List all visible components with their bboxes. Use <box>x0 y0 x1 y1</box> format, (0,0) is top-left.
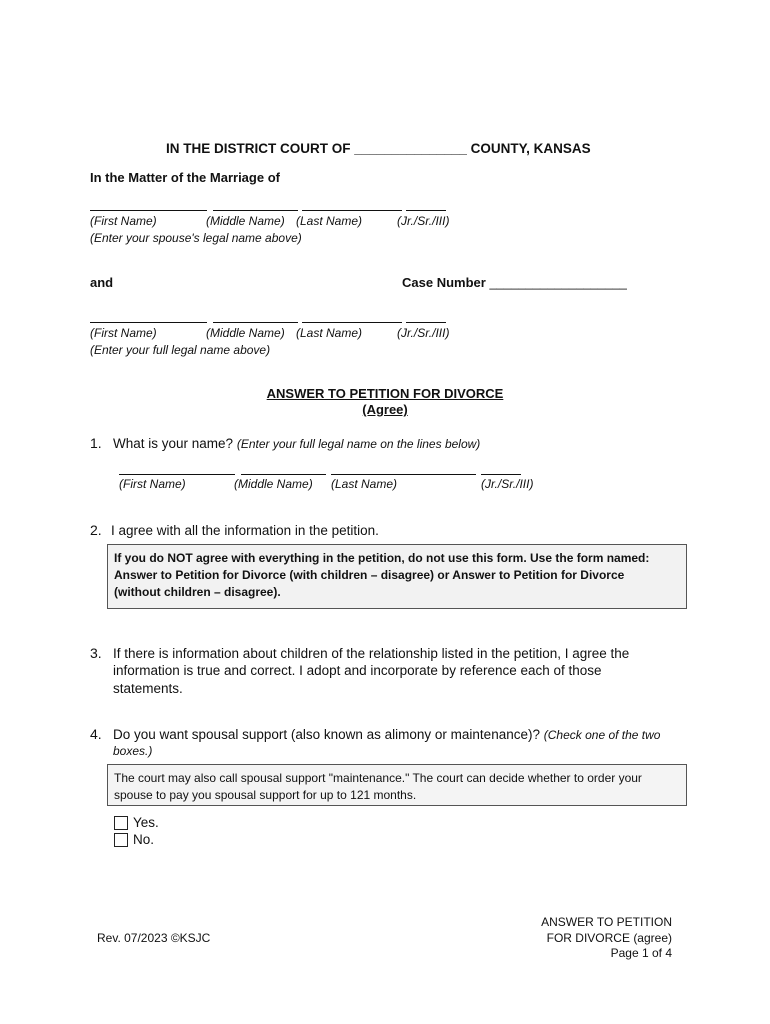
q4-hint1: (Check one of the two <box>543 728 661 742</box>
q2-text: I agree with all the information in the petition. <box>111 523 379 538</box>
q1-middle-label: (Middle Name) <box>234 477 313 491</box>
q4-question <box>113 727 660 742</box>
doc-subtitle: (Agree) <box>362 402 408 417</box>
q1-last-label: (Last Name) <box>331 477 398 491</box>
spouse-middle-label: (Middle Name) <box>206 214 285 228</box>
q1-suffix-label: (Jr./Sr./III) <box>481 477 534 491</box>
q4-number: 4. <box>90 726 102 742</box>
no-checkbox[interactable] <box>114 833 128 847</box>
your-first-name-line[interactable] <box>90 322 207 323</box>
your-first-label: (First Name) <box>90 326 157 340</box>
footer-title-line1: ANSWER TO PETITION <box>541 915 672 929</box>
q4-hint2: boxes.) <box>113 744 153 758</box>
q1-question <box>113 436 480 451</box>
q3-number: 3. <box>90 645 102 661</box>
your-name-hint: (Enter your full legal name above) <box>90 343 271 357</box>
q1-first-name-line[interactable] <box>119 474 235 475</box>
q2-notice-line2: Answer to Petition for Divorce (with children – disagree) or Answer to Petition for Divorce <box>114 568 625 582</box>
yes-label: Yes. <box>133 815 159 830</box>
your-last-name-line[interactable] <box>302 322 402 323</box>
q4-notice-line1: The court may also call spousal support "maintenance." The court can decide whether to order your <box>114 771 642 785</box>
spouse-last-label: (Last Name) <box>296 214 363 228</box>
spouse-last-name-line[interactable] <box>302 210 402 211</box>
q3-line3: statements. <box>113 681 183 696</box>
q1-suffix-line[interactable] <box>481 474 521 475</box>
and-label: and <box>90 275 114 290</box>
spouse-suffix-line[interactable] <box>406 210 446 211</box>
your-last-label: (Last Name) <box>296 326 363 340</box>
spouse-name-hint: (Enter your spouse's legal name above) <box>90 231 302 245</box>
county-blank[interactable]: _______________ <box>354 141 467 156</box>
spouse-first-name-line[interactable] <box>90 210 207 211</box>
q1-text: What is your name? <box>113 436 234 451</box>
matter-heading: In the Matter of the Marriage of <box>90 170 280 185</box>
court-heading <box>166 141 591 156</box>
q2-notice-box <box>107 544 687 609</box>
yes-checkbox[interactable] <box>114 816 128 830</box>
q2-notice-line3: (without children – disagree). <box>114 585 281 599</box>
q1-number: 1. <box>90 435 102 451</box>
no-label: No. <box>133 832 155 847</box>
q1-middle-name-line[interactable] <box>241 474 326 475</box>
q1-hint: (Enter your full legal name on the lines below) <box>236 437 481 451</box>
footer-page-number: Page 1 of 4 <box>610 946 672 960</box>
q3-line1: If there is information about children of the relationship listed in the petition, I agree the <box>113 646 630 661</box>
doc-title: ANSWER TO PETITION FOR DIVORCE <box>266 386 504 401</box>
q2-number: 2. <box>90 522 102 538</box>
footer-title-line2: FOR DIVORCE (agree) <box>546 931 672 945</box>
spouse-middle-name-line[interactable] <box>213 210 298 211</box>
spouse-first-label: (First Name) <box>90 214 157 228</box>
q1-last-name-line[interactable] <box>331 474 476 475</box>
case-number-blank[interactable]: ___________________ <box>489 275 627 290</box>
q4-notice-box <box>107 764 687 806</box>
footer-revision: Rev. 07/2023 ©KSJC <box>97 931 211 945</box>
q4-text: Do you want spousal support (also known as alimony or maintenance)? <box>113 727 540 742</box>
q1-first-label: (First Name) <box>119 477 186 491</box>
court-prefix: IN THE DISTRICT COURT OF <box>166 141 351 156</box>
q4-notice-line2: spouse to pay you spousal support for up to 121 months. <box>114 788 417 802</box>
your-suffix-label: (Jr./Sr./III) <box>397 326 450 340</box>
spouse-suffix-label: (Jr./Sr./III) <box>397 214 450 228</box>
your-suffix-line[interactable] <box>406 322 446 323</box>
case-number-label: Case Number <box>402 275 486 290</box>
your-middle-label: (Middle Name) <box>206 326 285 340</box>
court-suffix: COUNTY, KANSAS <box>470 141 591 156</box>
case-number <box>402 275 627 290</box>
q2-notice-line1: If you do NOT agree with everything in the petition, do not use this form. Use the form named: <box>114 551 650 565</box>
your-middle-name-line[interactable] <box>213 322 298 323</box>
q3-line2: information is true and correct. I adopt and incorporate by reference each of those <box>113 663 602 678</box>
